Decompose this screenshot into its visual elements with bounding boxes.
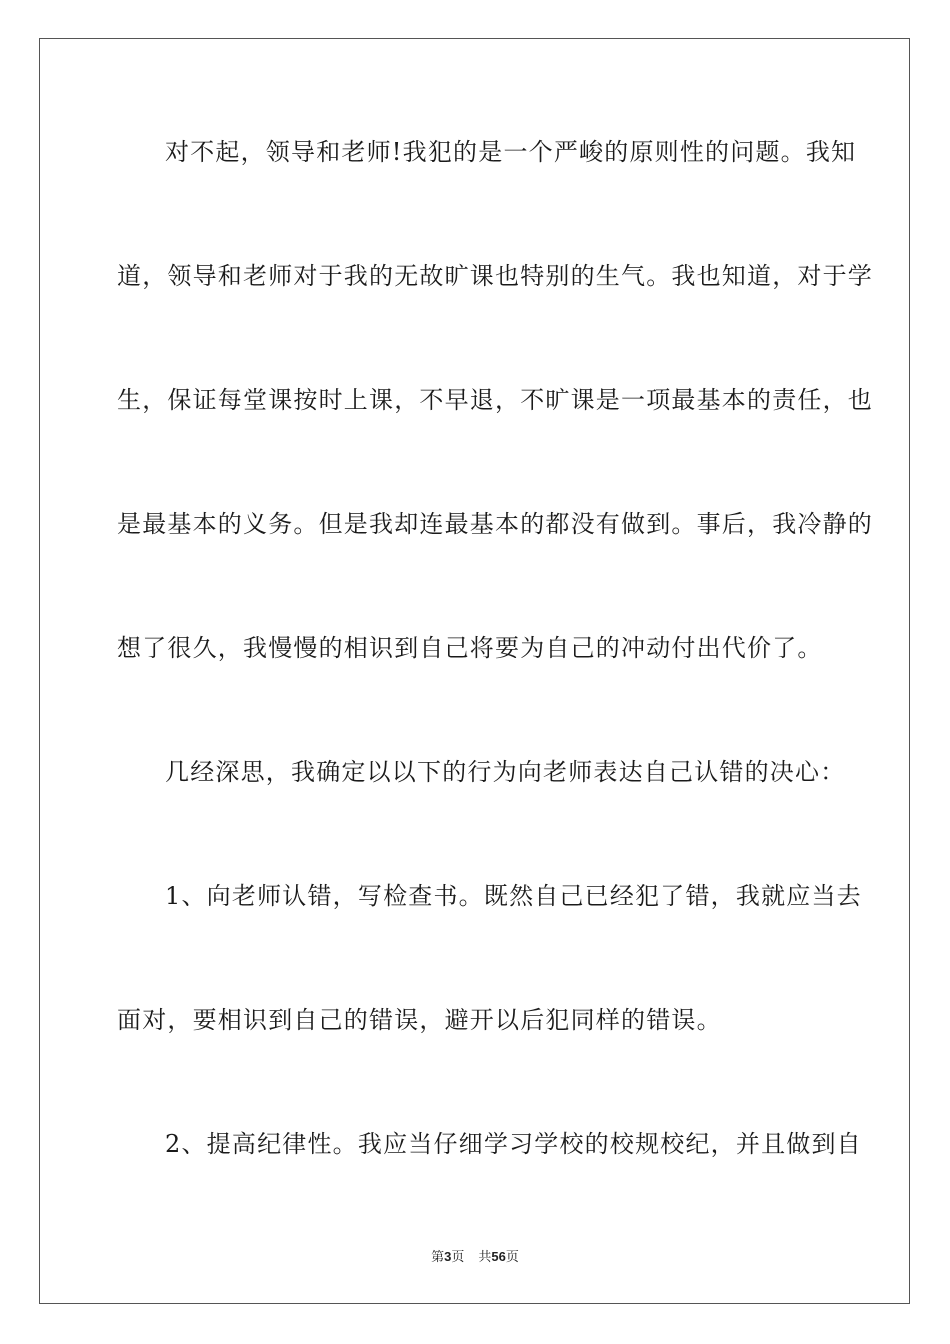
text-line-5: 想了很久，我慢慢的相识到自己将要为自己的冲动付出代价了。 xyxy=(117,634,823,662)
page-prefix: 第 xyxy=(431,1250,445,1265)
page-footer xyxy=(0,1248,950,1267)
text-line-4: 是最基本的义务。但是我却连最基本的都没有做到。事后，我冷静的 xyxy=(117,510,873,538)
page-suffix: 页 xyxy=(451,1250,465,1265)
text-line-8: 面对，要相识到自己的错误，避开以后犯同样的错误。 xyxy=(117,1006,722,1034)
text-line-2: 道，领导和老师对于我的无故旷课也特别的生气。我也知道，对于学 xyxy=(117,262,873,290)
text-line-1: 对不起，领导和老师!我犯的是一个严峻的原则性的问题。我知 xyxy=(165,138,857,166)
page-border xyxy=(39,38,910,1304)
total-prefix: 共 xyxy=(478,1250,492,1265)
text-line-6: 几经深思，我确定以以下的行为向老师表达自己认错的决心： xyxy=(165,758,846,786)
page-number: 3 xyxy=(444,1249,452,1264)
total-suffix: 页 xyxy=(505,1250,519,1265)
text-line-7: 1、向老师认错，写检查书。既然自己已经犯了错，我就应当去 xyxy=(165,882,862,910)
text-line-3: 生，保证每堂课按时上课，不早退，不旷课是一项最基本的责任，也 xyxy=(117,386,873,414)
total-pages: 56 xyxy=(491,1249,506,1264)
text-line-9: 2、提高纪律性。我应当仔细学习学校的校规校纪，并且做到自 xyxy=(165,1130,862,1158)
